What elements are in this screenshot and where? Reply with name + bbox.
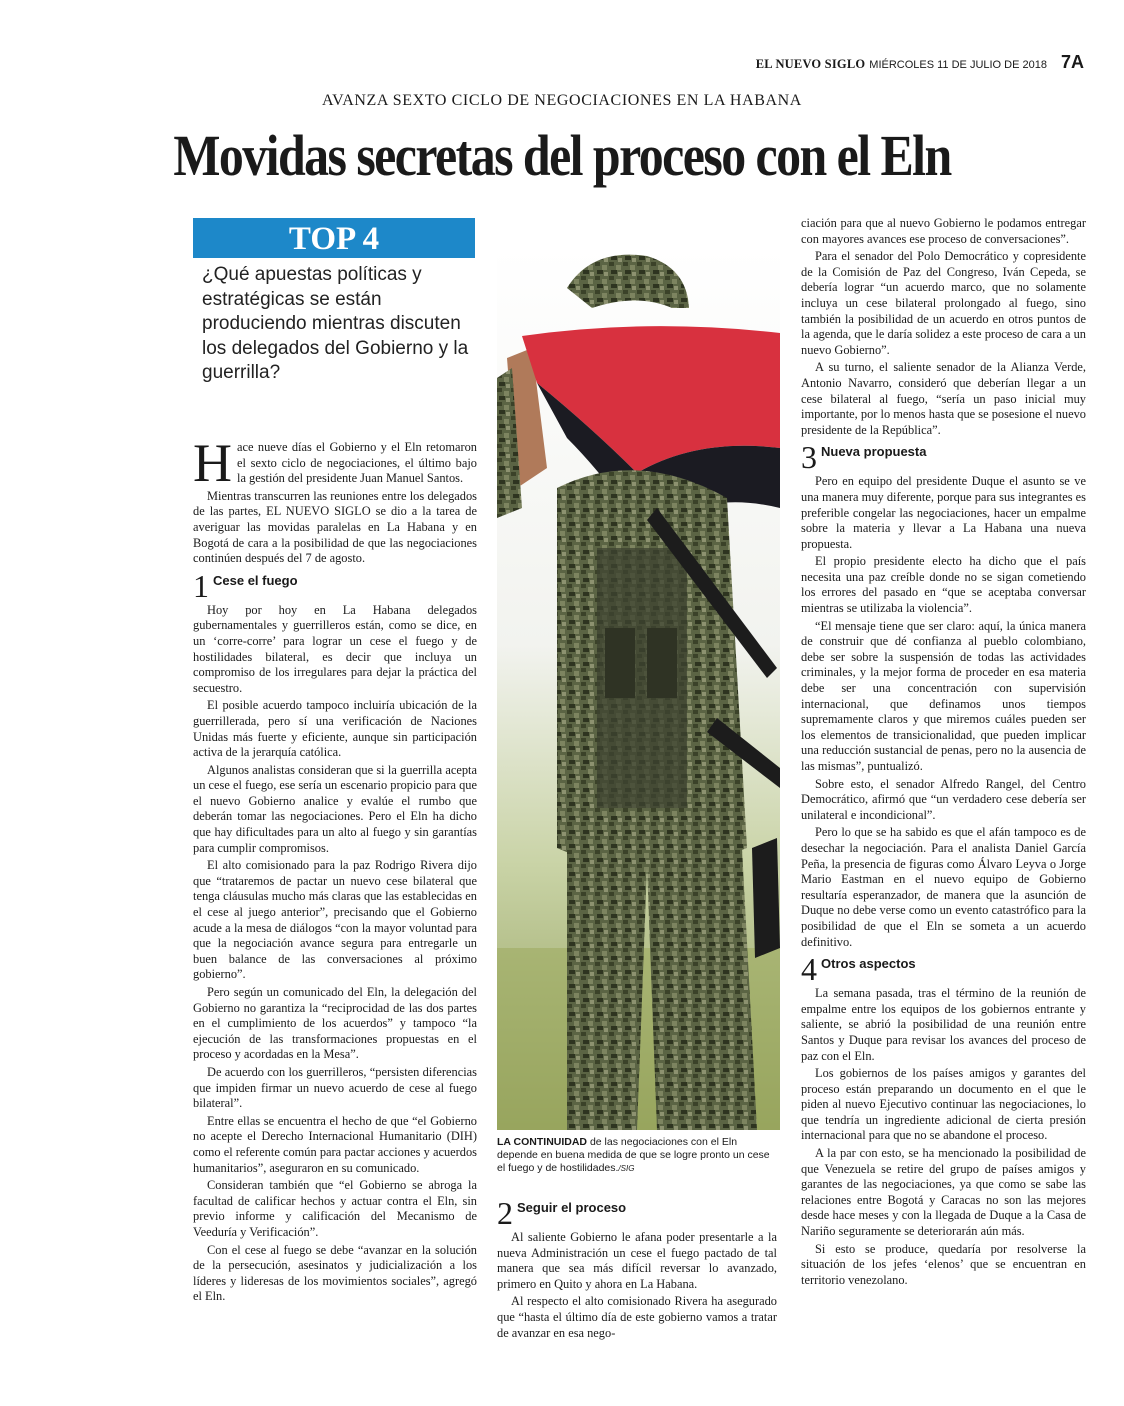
paragraph: Pero en equipo del presidente Duque el asunto se ve una manera muy diferente, porque para sus integrantes es preferible congelar las negociaciones, hacer un empalme sobre la materia y llevar a La Habana una nueva propuesta. xyxy=(801,474,1086,551)
paragraph: “El mensaje tiene que ser claro: aquí, la única manera de construir que dé confianza al pueblo colombiano, debe ser sobre la suspensión de todas las actividades criminales, y la mejor forma de proceder en esa materia debe ser una concentración con supervisión internacional, que definamos unos tiempos supremamente claros y que miremos cuáles pueden ser los elementos de transicionalidad, que pueden implicar una reducción sustancial de penas, pero no la ausencia de las mismas”, puntualizó. xyxy=(801,618,1086,773)
caption-lead: LA CONTINUIDAD xyxy=(497,1136,588,1148)
paragraph: Con el cese al fuego se debe “avanzar en la solución de la persecución, asesinatos y judicialización a los líderes y lideresas de los movimientos sociales”, agregó el Eln. xyxy=(193,1242,477,1304)
paragraph: Hoy por hoy en La Habana delegados gubernamentales y guerrilleros están, como se dice, en un ‘corre-corre’ para lograr un cese el fuego y de hostilidades bilateral, es decir que incluya un compromiso de los irregulares para dejar la práctica del secuestro. xyxy=(193,602,477,695)
masthead xyxy=(756,52,1084,74)
section-heading-4 xyxy=(801,951,1086,988)
paragraph: Pero lo que se ha sabido es que el afán tampoco es de desechar la negociación. Para el analista Daniel García Peña, la presencia de figuras como Álvaro Leyva o Jorge Mario Eastman en el nuevo equipo de Gobierno resultaría esperanzador, de manera que la asunción de Duque no debe verse como un evento catastrófico para la posibilidad de que el Eln se someta a un acuerdo definitivo. xyxy=(801,825,1086,949)
paragraph: Los gobiernos de los países amigos y garantes del proceso están preparando un documento en el que le piden al nuevo Ejecutivo continuar las negociaciones, lo que tendría un ingrediente adicional de cierta presión internacional para que no se abandone el proceso. xyxy=(801,1066,1086,1143)
section-heading-3 xyxy=(801,439,1086,476)
newspaper-name: EL NUEVO SIGLO xyxy=(755,57,866,71)
column-1 xyxy=(193,433,477,1307)
section-number: 1 xyxy=(193,567,209,604)
paragraph: Si esto se produce, quedaría por resolverse la situación de los jefes ‘elenos’ que se encuentran en territorio venezolano. xyxy=(801,1241,1086,1287)
section-title: Cese el fuego xyxy=(213,572,298,588)
section-title: Otros aspectos xyxy=(821,956,916,972)
section-title: Seguir el proceso xyxy=(517,1200,627,1215)
paragraph: De acuerdo con los guerrilleros, “persisten diferencias que impiden firmar un nuevo acuerdo de cese al fuego bilateral”. xyxy=(193,1064,477,1111)
photo-credit: /SIG xyxy=(618,1164,635,1173)
article-kicker: AVANZA SEXTO CICLO DE NEGOCIACIONES EN LA HABANA xyxy=(322,92,802,109)
intro-paragraph xyxy=(193,433,477,493)
paragraph: Al saliente Gobierno le afana poder presentarle a la nueva Administración un cese el fuego pactado de tal manera que sea más difícil reversar lo avanzado, primero en Quito y ahora en La Habana. xyxy=(497,1230,777,1291)
page-number: 7A xyxy=(1060,52,1084,72)
caption-text: de las negociaciones con el Eln depende en buena medida de que se logre pronto un cese el fuego y de hostilidades. xyxy=(497,1136,770,1174)
paragraph: Algunos analistas consideran que si la guerrilla acepta un cese el fuego, ese sería un escenario propicio para que el nuevo Gobierno analice y evalúe el rumbo que deberán tomar las negociaciones. Pero el Eln ha dicho que hay dificultades para un alto al fuego y sin garantías para cumplir compromisos. xyxy=(193,762,477,855)
paragraph: El posible acuerdo tampoco incluiría ubicación de la guerrillerada, pero sí una verificación de Naciones Unidas más fuerte y eficiente, aunque sin participación activa de la jerarquía católica. xyxy=(193,698,477,760)
paragraph: Entre ellas se encuentra el hecho de que “el Gobierno no acepte el Derecho Internacional Humanitario (DIH) como el referente común para pactar acciones y acuerdos humanitarios”, aseguraron en su comunicado. xyxy=(193,1113,477,1175)
paragraph: Al respecto el alto comisionado Rivera ha asegurado que “hasta el último día de este gobierno vamos a tratar de avanzar en esa nego- xyxy=(497,1294,777,1340)
paragraph: A su turno, el saliente senador de la Alianza Verde, Antonio Navarro, consideró que deberían llegar a un cese bilateral al fuego, “sería un paso inicial muy importante, por lo menos hasta que se posesione el nuevo presidente de la República”. xyxy=(801,360,1086,437)
guerrilla-photo xyxy=(497,248,780,1130)
section-heading-2 xyxy=(497,1195,777,1231)
top-question: ¿Qué apuestas políticas y estratégicas se están produciendo mientras discuten los delegados del Gobierno y la guerrilla? xyxy=(202,264,469,383)
section-number: 3 xyxy=(801,439,817,476)
article-headline: Movidas secretas del proceso con el Eln xyxy=(173,123,951,188)
section-number: 2 xyxy=(497,1195,513,1231)
paragraph: Mientras transcurren las reuniones entre los delegados de las partes, EL NUEVO SIGLO se dio a la tarea de averiguar las movidas paralelas en La Habana y en Bogotá de cara a la posibilidad de que las negociaciones continúen después del 7 de agosto. xyxy=(193,488,477,566)
column-2 xyxy=(497,1194,777,1343)
drop-cap: H xyxy=(193,433,232,493)
photo-caption xyxy=(497,1136,779,1175)
section-title: Nueva propuesta xyxy=(821,444,927,460)
paragraph: Sobre esto, el senador Alfredo Rangel, del Centro Democrático, afirmó que “un verdadero cese debería ser unilateral e incondicional”. xyxy=(801,776,1086,822)
column-3 xyxy=(801,216,1086,1290)
paragraph: El alto comisionado para la paz Rodrigo Rivera dijo que “trataremos de pactar un nuevo cese bilateral que tenga cláusulas mucho más claras que las establecidas en el cese al juego anterior”, precisando que el Gobierno acude a la mesa de diálogos “con la mayor voluntad para que la negociación avance segura para entregarle un buen balance de las conversaciones al próximo gobierno”. xyxy=(193,858,477,982)
paragraph: A la par con esto, se ha mencionado la posibilidad de que Venezuela se retire del grupo de países amigos y garantes de las negociaciones, ya que como se sabe las relaciones entre Bogotá y Caracas no son las mejores desde hace meses y con la llegada de Duque a la Casa de Nariño seguramente se deteriorarán aún más. xyxy=(801,1146,1086,1239)
section-number: 4 xyxy=(801,951,817,988)
paragraph: El propio presidente electo ha dicho que el país necesita una paz creíble donde no se sigan cometiendo los errores del pasado en “que se aceptaba conversar mientras se utilizaba la violencia”. xyxy=(801,554,1086,616)
photo-illustration xyxy=(497,248,780,1130)
paragraph: Para el senador del Polo Democrático y copresidente de la Comisión de Paz del Congreso, Iván Cepeda, se debería lograr “un acuerdo marco, que no solamente incluya un cese bilateral prolongado al fuego, sino también la posibilidad de un acuerdo en otros puntos de la agenda, que le daría solidez a este proceso de cara a un nuevo Gobierno”. xyxy=(801,249,1086,357)
intro-text: ace nueve días el Gobierno y el Eln retomaron el sexto ciclo de negociaciones, el último bajo la gestión del presidente Juan Manuel Santos. xyxy=(237,440,477,486)
top-banner: TOP 4 xyxy=(193,218,475,258)
section-heading-1 xyxy=(193,567,477,604)
paragraph: La semana pasada, tras el término de la reunión de empalme entre los equipos de los gobiernos entrante y saliente, se abrió la posibilidad de una reunión entre Santos y Duque para revisar los avances del proceso de paz con el Eln. xyxy=(801,986,1086,1063)
paragraph: Consideran también que “el Gobierno se abroga la facultad de calificar hechos y actuar contra el Eln, sin previo informe y calificación del Mecanismo de Veeduría y Verificación”. xyxy=(193,1178,477,1239)
paragraph: Pero según un comunicado del Eln, la delegación del Gobierno no garantiza la “reciprocidad de las dos partes en el cumplimiento de los acuerdos” y tampoco “la ejecución de las transformaciones propuestas en el proceso y acordadas en la Mesa”. xyxy=(193,985,477,1062)
paragraph: ciación para que al nuevo Gobierno le podamos entregar con mayores avances ese proceso de conversaciones”. xyxy=(801,216,1086,246)
issue-date: MIÉRCOLES 11 DE JULIO DE 2018 xyxy=(869,59,1047,71)
